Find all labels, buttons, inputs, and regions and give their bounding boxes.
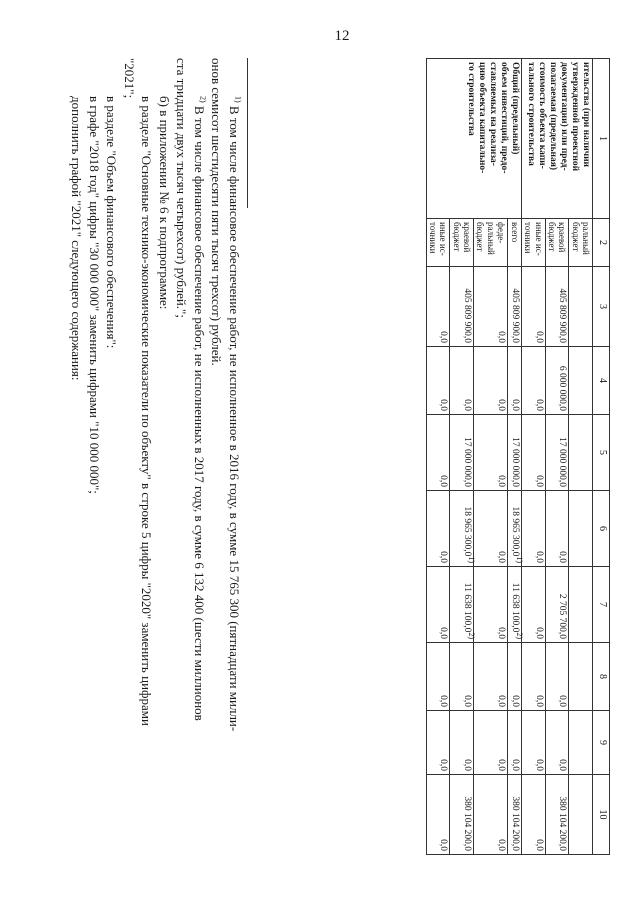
value-cell: 0,0 [426,491,450,567]
value-cell: 380 104 200,0 [545,775,569,855]
header-cell: 9 [593,711,610,775]
value-cell: 0,0 [521,267,545,347]
value-cell: 0,0 [521,775,545,855]
table-row [569,59,593,855]
footnote-ref: 2) [467,632,477,639]
header-cell: 4 [593,347,610,415]
value-cell: 0,0 [508,711,522,775]
value-cell: 11 638 100,0$^{2)}$ [508,567,522,643]
value-cell: 0,0 [473,567,507,643]
source-cell: краевой бюджет [450,219,474,267]
value-cell: 0,0 [426,643,450,711]
header-cell: 6 [593,491,610,567]
value-cell: 0,0 [521,643,545,711]
footnote-2-cont: ста тридцати двух тысяч четырехсот) рублей."; [174,58,190,318]
footnote-1-cont: онов семисот шестидесяти пяти тысяч трехсот) рублей. [209,58,225,366]
footnote-separator [247,58,248,208]
value-cell: 0,0 [508,643,522,711]
header-cell: 5 [593,415,610,491]
header-cell: 1 [593,59,610,219]
value-cell: 6 000 000,0 [545,347,569,415]
value-cell: 17 000 000,0 [545,415,569,491]
row-label-total-investment: Общий (предельный) объем инвестиций, предо- ставляемых на реализа- цию объекта капитально- го строительства [426,59,521,219]
paragraph: в разделе "Основные технико-экономические показатели по объекту" в строке 5 цифры "2020" заменить цифрами [139,96,155,726]
value-cell: 0,0 [426,347,450,415]
value-cell: 0,0 [473,775,507,855]
footnote-ref: 1) [467,556,477,563]
header-cell: 10 [593,775,610,855]
value-cell: 0,0 [450,643,474,711]
value-cell: 0,0 [426,267,450,347]
value-cell: 11 638 100,0$^{2)}$ [450,567,474,643]
source-cell: иные ис- точники [521,219,545,267]
row-label-estimated-cost: ительства (при наличии утвержденной проектной документации) или пред- полагаемая (предельная) стоимость объекта капи- тального строительства [521,59,592,219]
page-number: 12 [334,28,350,44]
value-cell: 2 705 700,0 [545,567,569,643]
footnote-2: $^{2)}$ В том числе финансовое обеспечение работ, не исполненных в 2017 году, в сумме 6 132 400 (шести миллионов [192,96,208,721]
value-cell: 0,0 [521,567,545,643]
value-cell: 0,0 [450,711,474,775]
paragraph-cont: "2021"; [122,58,137,99]
header-cell: 2 [593,219,610,267]
value-cell: 0,0 [521,415,545,491]
value-cell: 0,0 [473,267,507,347]
text-body [68,58,248,858]
header-cell: 3 [593,267,610,347]
value-cell: 405 809 900,0 [450,267,474,347]
value-cell: 0,0 [545,491,569,567]
value-cell: 0,0 [473,415,507,491]
value-cell: 0,0 [521,491,545,567]
value-cell: 18 965 300,0$^{1)}$ [508,491,522,567]
value-cell: 0,0 [508,347,522,415]
value-cell: 0,0 [545,711,569,775]
source-cell: краевой бюджет [545,219,569,267]
value-cell: 405 809 900,0 [508,267,522,347]
header-cell: 8 [593,643,610,711]
value-cell: 380 104 200,0 [508,775,522,855]
paragraph: в графе "2018 год" цифры "30 000 000" заменить цифрами "10 000 000"; [87,96,102,494]
header-cell: 7 [593,567,610,643]
value-cell: 0,0 [473,643,507,711]
paragraph: б) в приложении № 6 к подпрограмме: [157,96,172,310]
footnote-ref: 1) [515,556,525,563]
value-cell: 0,0 [521,347,545,415]
footnote-1: $^{1)}$ В том числе финансовое обеспечение работ, не исполненное в 2016 году, в сумме 15 765 300 (пятнадцати милли- [227,96,243,732]
value-cell: 0,0 [473,711,507,775]
value-cell: 0,0 [450,347,474,415]
source-cell: феде- ральный бюджет [473,219,507,267]
value-cell: 0,0 [545,643,569,711]
value-cell: 0,0 [426,711,450,775]
value-cell: 0,0 [426,775,450,855]
table-header-row [593,59,610,855]
footnote-ref: 2) [515,632,525,639]
source-cell: всего [508,219,522,267]
source-cell: иные ис- точники [426,219,450,267]
value-cell: 18 965 300,0$^{1)}$ [450,491,474,567]
value-cell: 0,0 [426,567,450,643]
paragraph: в разделе "Объем финансового обеспечения": [104,96,120,349]
paragraph: дополнить графой "2021" следующего содержания: [69,96,85,381]
table-row [508,59,522,855]
value-cell: 0,0 [473,347,507,415]
value-cell: 17 000 000,0 [450,415,474,491]
value-cell: 0,0 [521,711,545,775]
value-cell: 17 000 000,0 [508,415,522,491]
rotated-page-content [35,58,610,878]
value-cell: 0,0 [426,415,450,491]
source-cell: ральный бюджет [569,219,593,267]
financing-table [426,58,610,855]
value-cell: 0,0 [473,491,507,567]
value-cell: 380 104 200,0 [450,775,474,855]
value-cell: 405 809 900,0 [545,267,569,347]
